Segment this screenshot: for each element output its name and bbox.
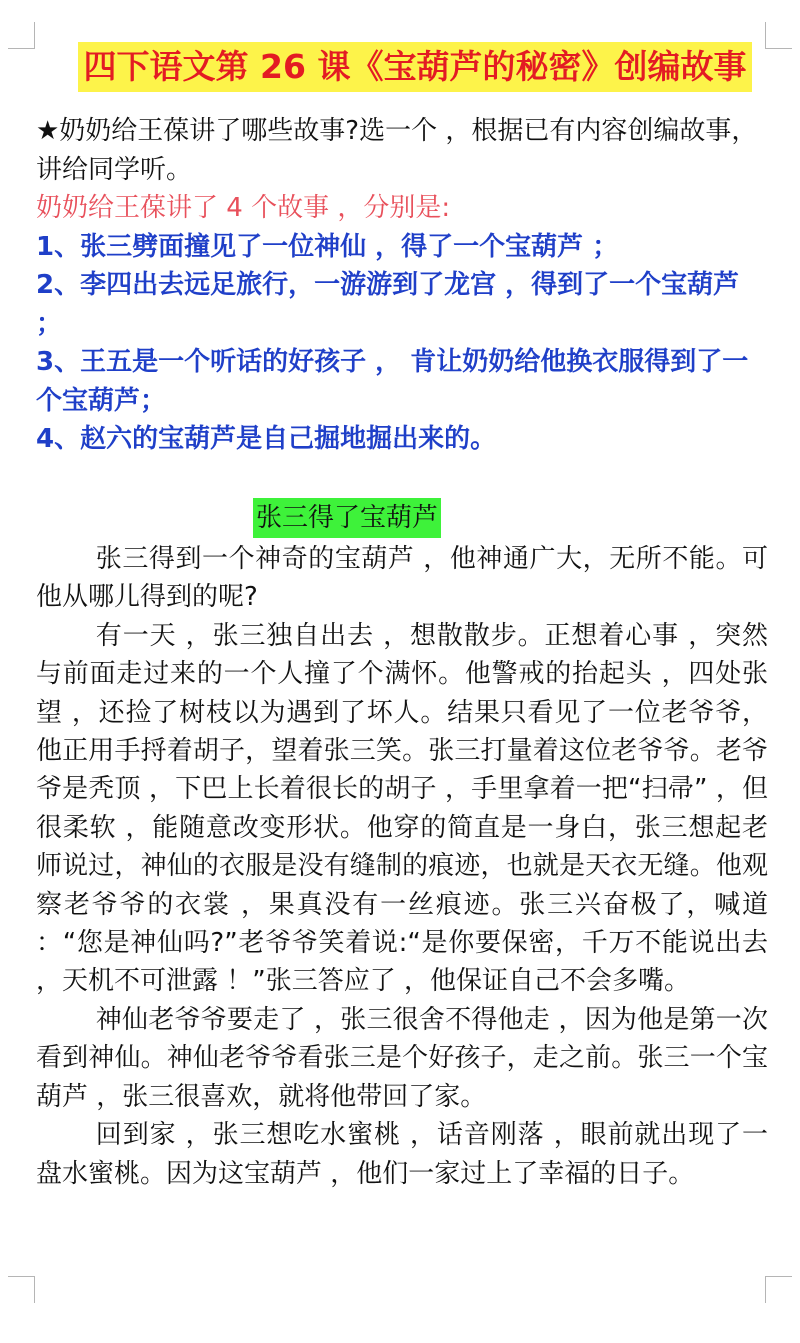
story-summary: 奶奶给王葆讲了 4 个故事 ，分别是: [36, 193, 451, 223]
story-list-item: 1、张三劈面撞见了一位神仙 ，得了一个宝葫芦 ； [36, 231, 619, 262]
crop-mark-bottom-right [765, 1276, 792, 1303]
story-paragraph: 回到家 ，张三想吃水蜜桃 ，话音刚落 ，眼前就出现了一盘水蜜桃。因为这宝葫芦 ，他们一家过上了幸福的日子。 [36, 1120, 768, 1189]
story-list-item: 2、李四出去远足旅行，一游游到了龙宫 ，得到了一个宝葫芦 ； [36, 270, 740, 339]
intro-section [36, 112, 768, 459]
task-question: ★奶奶给王葆讲了哪些故事?选一个 ，根据已有内容创编故事，讲给同学听。 [36, 116, 758, 185]
story-list-item: 4、赵六的宝葫芦是自己掘地掘出来的。 [36, 424, 497, 454]
story-section [36, 498, 768, 1193]
story-paragraph: 张三得到一个神奇的宝葫芦 ，他神通广大，无所不能。可他从哪儿得到的呢? [36, 544, 768, 613]
story-paragraph: 神仙老爷爷要走了 ，张三很舍不得他走 ，因为他是第一次看到神仙。神仙老爷爷看张三是个好孩子，走之前。张三一个宝葫芦 ，张三很喜欢，就将他带回了家。 [36, 1004, 768, 1112]
story-list-item: 3、王五是一个听话的好孩子 ， 肯让奶奶给他换衣服得到了一个宝葫芦； [36, 347, 749, 416]
crop-mark-bottom-left [8, 1276, 35, 1303]
story-paragraph: 有一天 ，张三独自出去 ，想散散步。正想着心事 ，突然与前面走过来的一个人撞了个满怀。他警戒的抬起头 ，四处张望 ，还捡了树枝以为遇到了坏人。结果只看见了一位老爷爷，他正用手捋着胡子，望着张三笑。张三打量着这位老爷爷。老爷爷是秃顶 ，下巴上长着很长的胡子 ，手里拿着一把“扫帚” ，但很柔软 ，能随意改变形状。他穿的简直是一身白，张三想起老师说过，神仙的衣服是没有缝制的痕迹，也就是天衣无缝。他观察老爷爷的衣裳 ，果真没有一丝痕迹。张三兴奋极了，喊道 ：“您是神仙吗?”老爷爷笑着说:“是你要保密，千万不能说出去 ，天机不可泄露 ！”张三答应了 ，他保证自己不会多嘴。 [36, 620, 768, 997]
title-bar [0, 42, 800, 92]
story-title: 张三得了宝葫芦 [253, 498, 441, 538]
document-title: 四下语文第 26 课《宝葫芦的秘密》创编故事 [78, 42, 753, 92]
